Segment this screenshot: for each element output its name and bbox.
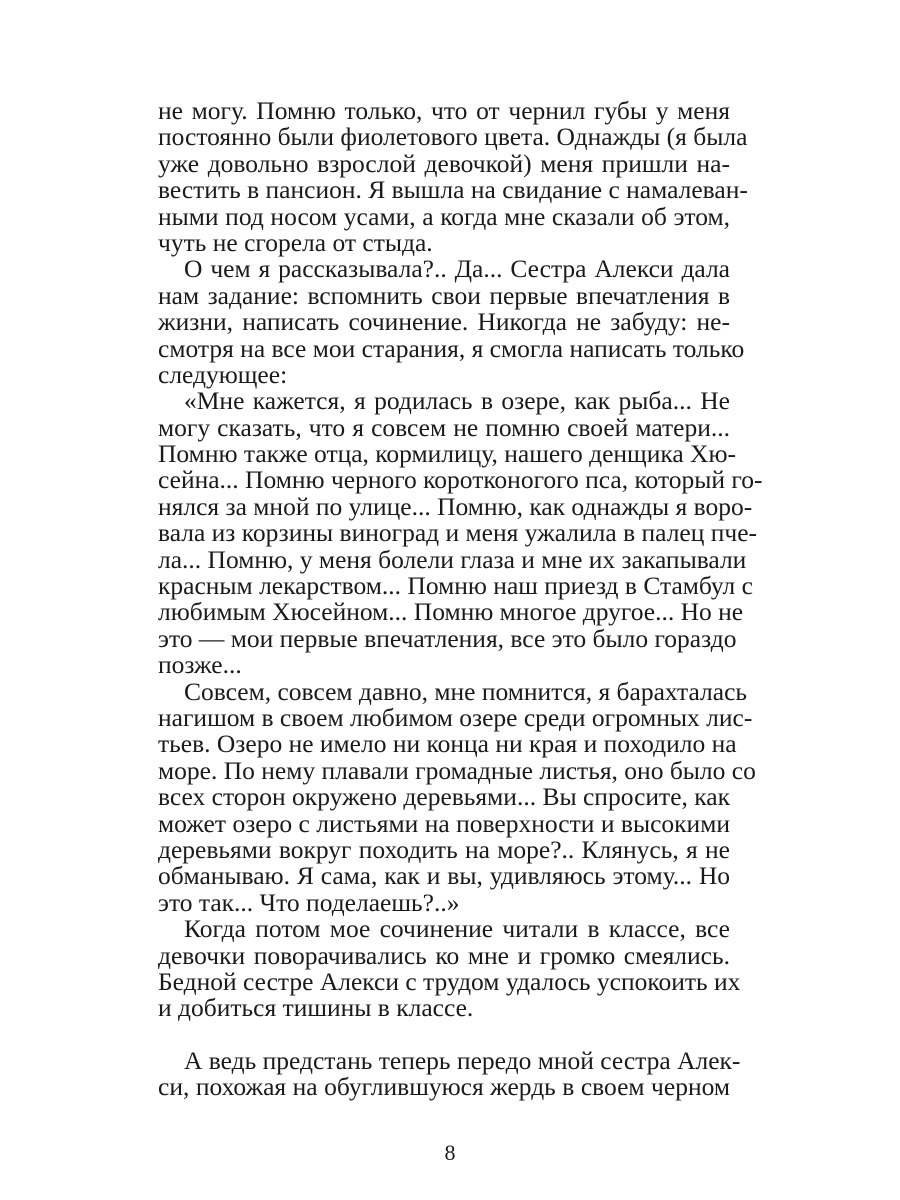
text-line: вестить в пансион. Я вышла на свидание с намалеван- — [158, 175, 748, 205]
text-line: смотря на все мои старания, я смогла написать только — [158, 333, 745, 363]
text-line: море. По нему плавали громадные листья, оно было со — [158, 755, 756, 785]
text-line: постоянно были фиолетового цвета. Однажды (я была — [158, 122, 748, 152]
paragraph — [158, 1046, 741, 1102]
paragraph — [158, 254, 745, 389]
text-line: любимым Хюсейном... Помню многое другое... Но не — [158, 597, 744, 627]
text-line: чуть не сгорела от стыда. — [158, 227, 433, 257]
text-line: девочки поворачивались ко мне и громко смеялись. — [158, 940, 730, 970]
text-line: уже довольно взрослой девочкой) меня пришли на- — [158, 148, 730, 178]
text-line: жизни, написать сочинение. Никогда не забуду: не- — [158, 307, 730, 337]
text-line: деревьями вокруг походить на море?.. Клянусь, я не — [158, 834, 730, 864]
text-line: «Мне кажется, я родилась в озере, как рыба... Не — [184, 386, 730, 416]
paragraph — [158, 676, 756, 917]
text-line: позже... — [158, 650, 242, 680]
text-line: нялся за мной по улице... Помню, как однажды я воро- — [158, 491, 753, 521]
text-line: может озеро с листьями на поверхности и высокими — [158, 808, 730, 838]
text-line: Когда потом мое сочинение читали в классе, все — [184, 914, 730, 944]
text-line: это — мои первые впечатления, все это было гораздо — [158, 623, 737, 653]
text-line: красным лекарством... Помню наш приезд в Стамбул с — [158, 571, 753, 601]
text-line: могу сказать, что я совсем не помню своей матери... — [158, 412, 730, 442]
text-line: Бедной сестре Алекси с трудом удалось успокоить их — [158, 966, 741, 996]
text-line: следующее: — [158, 359, 288, 389]
text-line: тьев. Озеро не имело ни конца ни края и походило на — [158, 729, 737, 759]
text-line: и добиться тишины в классе. — [158, 993, 474, 1023]
text-line: Помню также отца, кормилицу, нашего денщика Хю- — [158, 439, 736, 469]
text-line: вала из корзины виноград и меня ужалила в палец пче- — [158, 518, 758, 548]
text-line: ла... Помню, у меня болели глаза и мне их закапывали — [158, 544, 747, 574]
body-text — [158, 96, 763, 1102]
text-line: А ведь предстань теперь передо мной сестра Алек- — [184, 1046, 741, 1076]
text-line: нам задание: вспомнить свои первые впечатления в — [158, 280, 730, 310]
text-line: си, похожая на обуглившуюся жердь в своем черном — [158, 1072, 730, 1102]
text-line: всех сторон окружено деревьями... Вы спросите, как — [158, 782, 730, 812]
text-line: не могу. Помню только, что от чернил губы у меня — [158, 96, 730, 125]
text-line: Совсем, совсем давно, мне помнится, я барахталась — [184, 676, 748, 706]
text-line: ными под носом усами, а когда мне сказали об этом, — [158, 201, 730, 231]
text-line: это так... Что поделаешь?..» — [158, 887, 460, 917]
paragraph — [158, 914, 741, 1023]
text-line: сейна... Помню черного коротконогого пса, который го- — [158, 465, 763, 495]
text-line: обманываю. Я сама, как и вы, удивляюсь этому... Но — [158, 861, 730, 891]
page-number: 8 — [444, 1140, 456, 1165]
paragraph — [158, 386, 763, 680]
text-line: нагишом в своем любимом озере среди огромных лис- — [158, 702, 753, 732]
section-break — [158, 1022, 730, 1048]
paragraph — [158, 96, 748, 257]
text-line: О чем я рассказывала?.. Да... Сестра Алекси дала — [184, 254, 730, 284]
